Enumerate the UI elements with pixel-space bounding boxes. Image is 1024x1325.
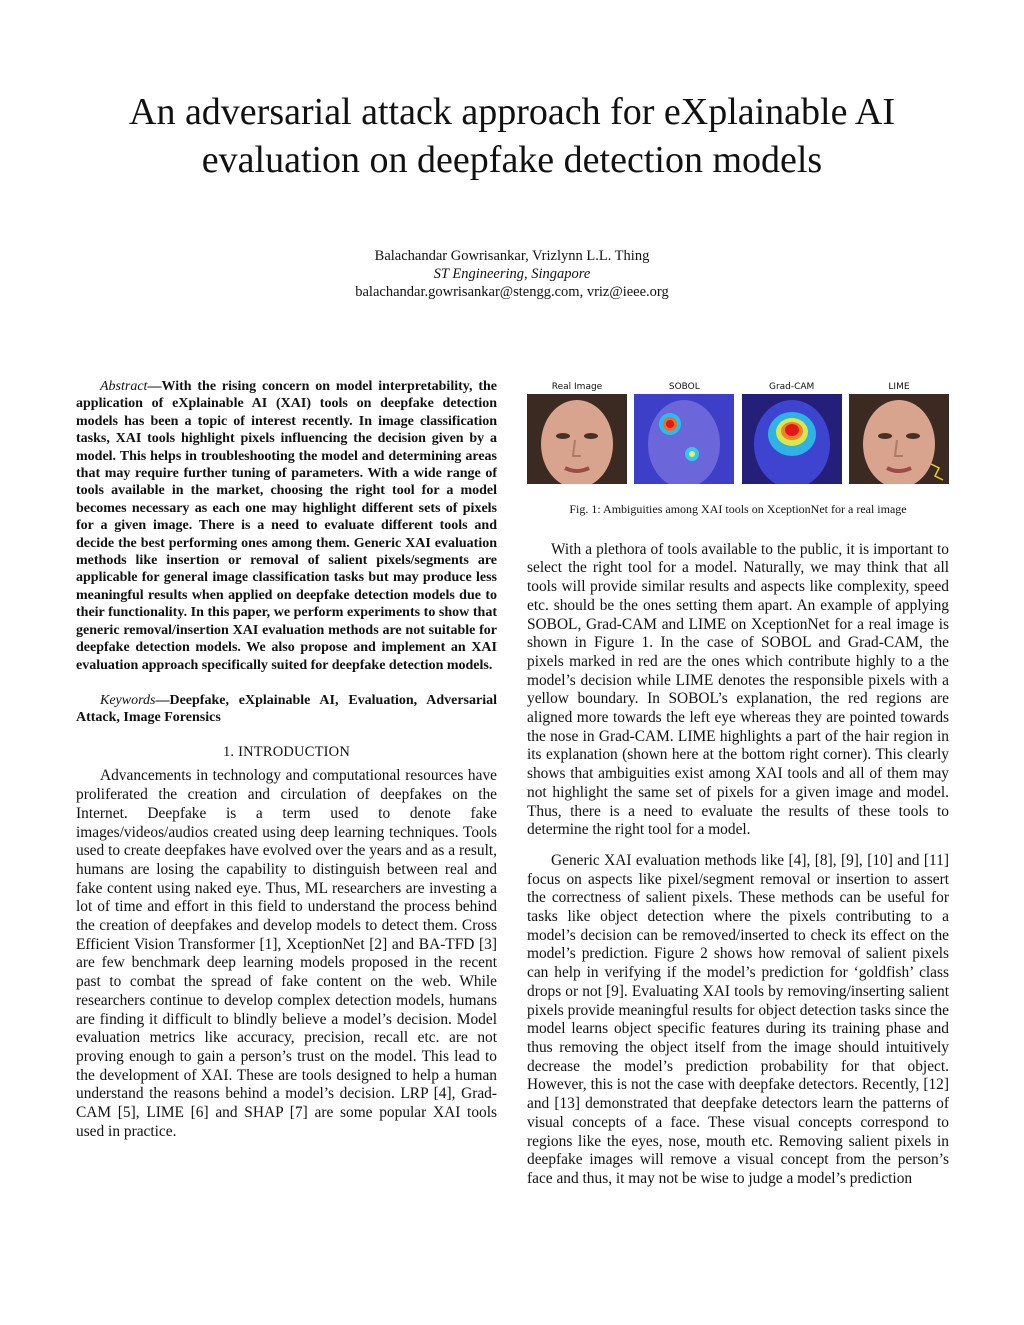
figure-label-sobol: SOBOL xyxy=(668,382,700,392)
intro-paragraph: Advancements in technology and computational resources have proliferated the creation and circulation of deepfakes on the Internet. Deepfake is a term used to denote fake images/videos/audios created using deep learning techniques. Tools used to create deepfakes have evolved over the years and as a result, humans are losing the capability to distinguish between real and fake content using naked eye. Thus, ML researchers are investing a lot of time and effort in this field to understand the process behind the creation of deepfakes and develop models to detect them. Cross Efficient Vision Transformer [1], XceptionNet [2] and BA-TFD [3] are few benchmark deep learning models proposed in the recent past to combat the spread of fake content on the web. While researchers continue to develop complex detection models, humans are finding it difficult to blindly believe a model’s decision. Model evaluation metrics like accuracy, precision, recall etc. are not proving enough to gain a person’s trust on the model. This lead to the development of XAI. These are tools designed to help a human understand the reasons behind a model’s decision. LRP [4], Grad-CAM [5], LIME [6] and SHAP [7] are some popular XAI tools used in practice. xyxy=(76,767,497,1140)
abstract xyxy=(76,378,497,674)
gradcam-heatmap-image xyxy=(742,394,842,484)
author-affiliation: ST Engineering, Singapore xyxy=(433,266,591,282)
abstract-label: Abstract xyxy=(100,379,148,394)
keywords-dash: — xyxy=(155,692,170,708)
figure-caption: Fig. 1: Ambiguities among XAI tools on XceptionNet for a real image xyxy=(569,502,907,516)
sobol-heatmap-image xyxy=(634,394,734,484)
right-paragraph-1: With a plethora of tools available to the public, it is important to select the right tool for a model. Naturally, we may think that all tools will provide similar results and aspects like complexity, speed etc. should be the ones setting them apart. An example of applying SOBOL, Grad-CAM and LIME on XceptionNet for a real image is shown in Figure 1. In the case of SOBOL and Grad-CAM, the pixels marked in red are the ones which contribute highly to a the model’s decision while LIME denotes the responsible pixels with a yellow boundary. In SOBOL’s explanation, the red regions are aligned more towards the left eye whereas they are pointed towards the nose in Grad-CAM. LIME highlights a part of the hair region in its explanation (shown here at the bottom right corner). This clearly shows that ambiguities exist among XAI tools and all of them may not highlight the same set of pixels for a given image and model. Thus, there is a need to evaluate the results of these tools to determine the right tool for a model. xyxy=(527,540,949,839)
section-number: 1. xyxy=(222,743,239,760)
keywords xyxy=(76,692,497,727)
section-heading-introduction xyxy=(76,743,497,762)
right-paragraph-2: Generic XAI evaluation methods like [4], [8], [9], [10] and [11] focus on aspects like pixel/segment removal or insertion to assert the correctness of salient pixels. These methods can be useful for tasks like object detection where the pixels contributing to a model’s decision can be removed/inserted to check its effect on the model’s prediction. Figure 2 shows how removal of salient pixels can help in verifying if the model’s prediction for ‘goldfish’ class drops or not [9]. Evaluating XAI tools by removing/inserting salient pixels provide meaningful results for object detection tasks since the model learns object specific features during its training phase and thus removing the object itself from the image should intuitively decrease the model’s prediction probability for that object. However, this is not the case with deepfake detectors. Recently, [12] and [13] demonstrated that deepfake detectors learn the patterns of visual concepts of a face. These visual concepts correspond to regions like the eyes, nose, mouth etc. Removing salient pixels in deepfake images will remove a visual concept from the person’s face and thus, it may not be wise to judge a model’s prediction xyxy=(527,851,949,1187)
author-names: Balachandar Gowrisankar, Vrizlynn L.L. Thing xyxy=(374,248,650,264)
keywords-label: Keywords xyxy=(100,692,156,708)
left-column xyxy=(76,378,497,1141)
author-block xyxy=(212,247,812,301)
figure-labels xyxy=(527,378,949,392)
keywords-text: Deepfake, eXplainable AI, Evaluation, Adversarial Attack, Image Forensics xyxy=(76,692,497,726)
lime-explanation-image xyxy=(849,394,949,484)
real-face-image xyxy=(527,394,627,484)
abstract-text: With the rising concern on model interpretability, the application of eXplainable AI (XAI) tools on deepfake detection models has been a topic of interest recently. In image classification tasks, XAI tools highlight pixels influencing the decision given by a model. This helps in troubleshooting the model and determining areas that may require further tuning of parameters. With a wide range of tools available in the market, choosing the right tool for a model becomes necessary as each one may highlight different sets of pixels for a given image. There is a need to evaluate different tools and decide the best performing ones among them. Generic XAI evaluation methods like insertion or removal of salient pixels/segments are applicable for general image classification tasks but may produce less meaningful results when applied on deepfake detection models due to their functionality. In this paper, we perform experiments to show that generic removal/insertion XAI evaluation methods are not suitable for deepfake detection models. We also propose and implement an XAI evaluation approach specifically suited for deepfake detection models. xyxy=(76,379,497,673)
paper-title: An adversarial attack approach for eXplainable AI evaluation on deepfake detection models xyxy=(129,91,895,181)
section-title-rest: NTRODUCTION xyxy=(243,743,351,760)
author-emails: balachandar.gowrisankar@stengg.com, vriz@ieee.org xyxy=(355,284,669,300)
figure-label-real: Real Image xyxy=(551,382,603,392)
section-first-letter: I xyxy=(238,743,244,760)
right-column xyxy=(527,378,949,1189)
figure-label-gradcam: Grad-CAM xyxy=(768,382,815,392)
figure-1 xyxy=(527,378,949,519)
abstract-dash: — xyxy=(147,379,162,394)
figure-images xyxy=(527,394,949,484)
figure-label-lime: LIME xyxy=(888,382,910,392)
